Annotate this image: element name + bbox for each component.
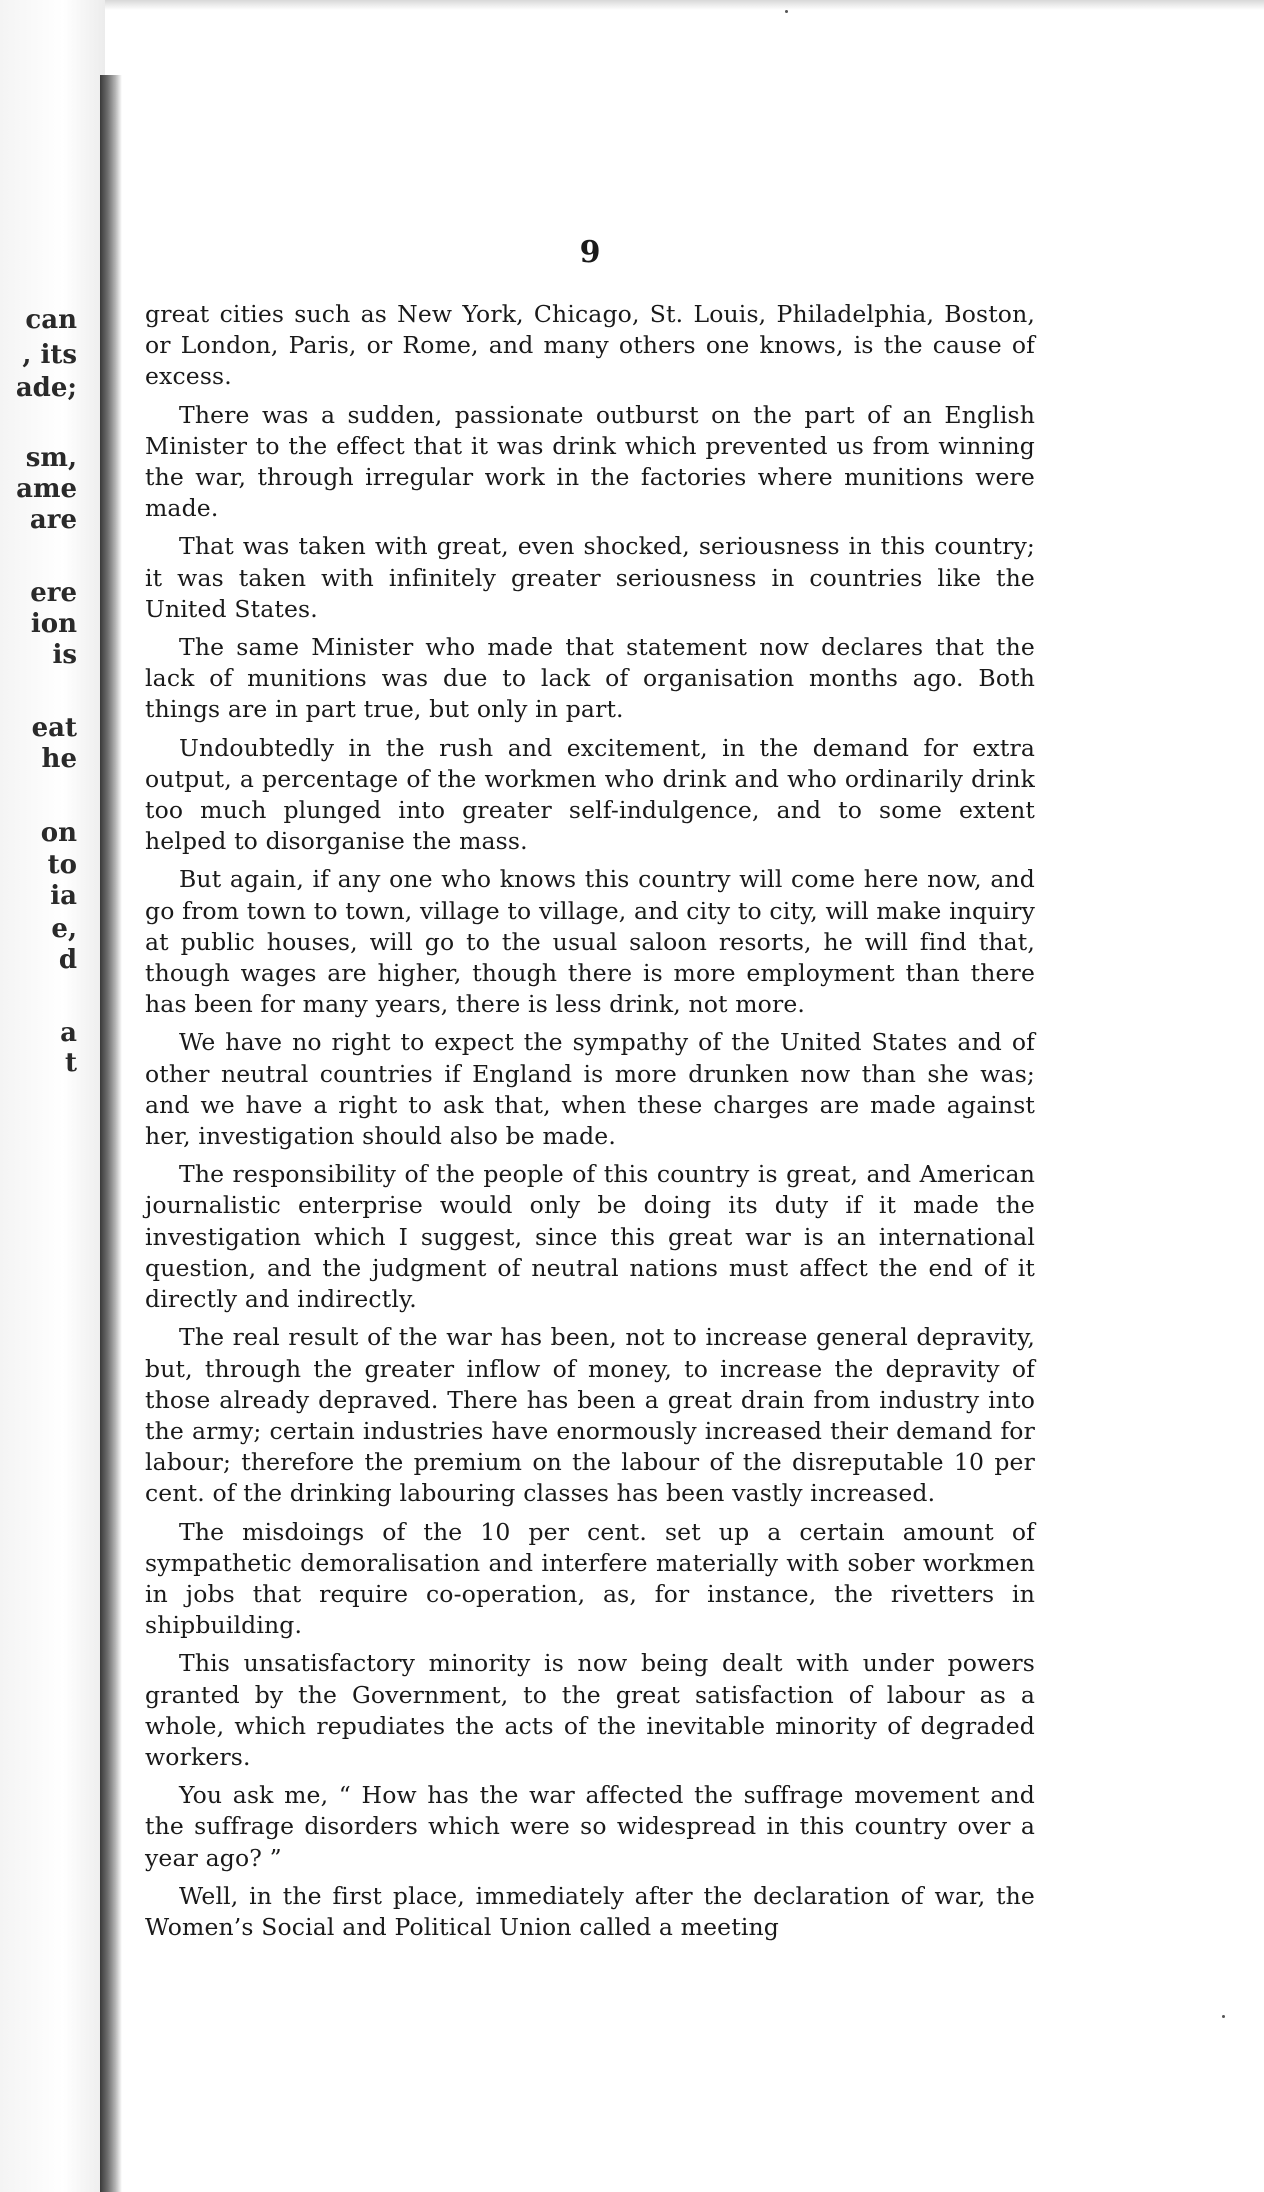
paragraph: We have no right to expect the sympathy of the United States and of other neutral countries if England is more drunken now than she was; and we have a right to ask that, when these charges are made against her, investigation should also be made. <box>145 1028 1035 1151</box>
facing-text-line: to <box>47 850 77 880</box>
paragraph: great cities such as New York, Chicago, St. Louis, Philadelphia, Boston, or London, Paris, or Rome, and many others one knows, is the cause of excess. <box>145 300 1035 391</box>
facing-text-line: t <box>64 1048 77 1078</box>
scan-speck <box>785 10 788 13</box>
paragraph: That was taken with great, even shocked, seriousness in this country; it was taken with infinitely greater seriousness in countries like the United States. <box>145 532 1035 623</box>
facing-text-line: ia <box>50 881 77 911</box>
page-top-edge <box>0 0 1264 10</box>
facing-text-line: ere <box>30 578 77 608</box>
facing-text-line: on <box>40 818 77 848</box>
facing-text-line: ade; <box>15 373 77 403</box>
facing-text-line: is <box>52 640 77 670</box>
facing-text-line: ame <box>16 474 77 504</box>
facing-text-line: ion <box>30 609 77 639</box>
paragraph: The real result of the war has been, not to increase general depravity, but, through the greater inflow of money, to increase the depravity of those already depraved. There has been a great drain from industry into the army; certain industries have enormously increased their demand for labour; therefore the premium on the labour of the disreputable 10 per cent. of the drinking labouring classes has been vastly increased. <box>145 1323 1035 1508</box>
facing-text-line: , its <box>22 340 77 370</box>
facing-text-line: he <box>41 744 77 774</box>
facing-text-line: are <box>29 505 77 535</box>
document-page <box>145 235 1035 1950</box>
binding-gutter-shadow <box>100 75 122 2192</box>
facing-text-line: d <box>58 945 77 975</box>
paragraph: You ask me, “ How has the war affected the suffrage movement and the suffrage disorders which were so widespread in this country over a year ago? ” <box>145 1781 1035 1872</box>
paragraph: There was a sudden, passionate outburst on the part of an English Minister to the effect that it was drink which prevented us from winning the war, through irregular work in the factories where munitions were made. <box>145 400 1035 523</box>
paragraph: The responsibility of the people of this country is great, and American journalistic enterprise would only be doing its duty if it made the investigation which I suggest, since this great war is an international question, and the judgment of neutral nations must affect the end of it directly and indirectly. <box>145 1160 1035 1314</box>
facing-text-line: sm, <box>25 443 77 473</box>
paragraph: Well, in the first place, immediately after the declaration of war, the Women’s Social and Political Union called a meeting <box>145 1881 1035 1941</box>
facing-text-line: e, <box>51 914 77 944</box>
paragraph: But again, if any one who knows this country will come here now, and go from town to town, village to village, and city to city, will make inquiry at public houses, will go to the usual saloon resorts, he will find that, though wages are higher, though there is more employment than there has been for many years, there is less drink, not more. <box>145 865 1035 1019</box>
facing-text-line: can <box>25 305 77 335</box>
paragraph: This unsatisfactory minority is now being dealt with under powers granted by the Government, to the great satisfaction of labour as a whole, which repudiates the acts of the inevitable minority of degraded workers. <box>145 1649 1035 1771</box>
paragraph: Undoubtedly in the rush and excitement, in the demand for extra output, a percentage of the workmen who drink and who ordinarily drink too much plunged into greater self-indulgence, and to some extent helped to disorganise the mass. <box>145 733 1035 856</box>
scan-speck <box>1222 2015 1225 2018</box>
facing-text-line: eat <box>31 713 77 743</box>
paragraph: The same Minister who made that statement now declares that the lack of munitions was due to lack of organisation months ago. Both things are in part true, but only in part. <box>145 633 1035 724</box>
facing-page-fragment <box>0 0 105 2192</box>
facing-text-line: a <box>60 1018 77 1048</box>
page-number: 9 <box>579 235 601 270</box>
paragraph: The misdoings of the 10 per cent. set up a certain amount of sympathetic demoralisation and interfere materially with sober workmen in jobs that require co-operation, as, for instance, the rivetters in shipbuilding. <box>145 1517 1035 1640</box>
